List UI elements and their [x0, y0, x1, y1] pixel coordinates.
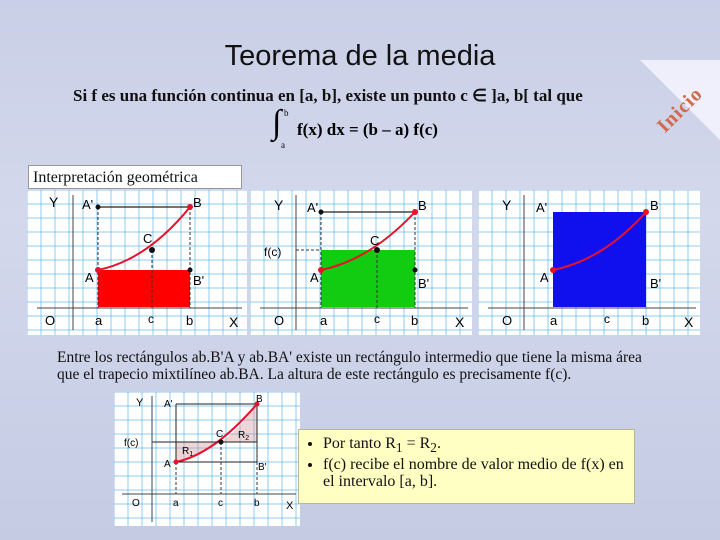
explanation-paragraph: Entre los rectángulos ab.B'A y ab.BA' existe un rectángulo intermedio que tiene la misma área que el trapecio mixtilíneo ab.BA. La altura de este rectángulo es precisamente f(c).: [57, 349, 642, 383]
label-B: B: [193, 195, 202, 210]
label-C: C: [370, 233, 380, 248]
label-X: X: [455, 314, 465, 330]
grid: [114, 392, 300, 526]
label-R1: $R_1$: [182, 446, 194, 458]
slide-title: Teorema de la media: [224, 40, 496, 72]
label-b: b: [411, 313, 419, 328]
label-A: A: [540, 270, 549, 285]
bullet-conclusion-2: • f(c) recibe el nombre de valor medio de f(x) en el intervalo [a, b].: [323, 456, 634, 490]
graph-1-svg: [27, 190, 247, 335]
label-b: b: [254, 498, 260, 509]
formula-text: f(x) dx = (b – a) f(c): [297, 120, 438, 139]
label-Y: Y: [136, 397, 144, 409]
label-Y: Y: [49, 194, 59, 210]
label-B-prime: B': [193, 273, 205, 288]
graph-areas-R1-R2: [114, 392, 300, 526]
point-A: [318, 267, 324, 273]
graph-upper-rectangle: [478, 190, 700, 335]
label-A-prime: A': [536, 200, 548, 215]
rect-lower: [98, 270, 190, 307]
label-X: X: [229, 314, 239, 330]
integral-upper-limit: b: [284, 108, 289, 118]
label-b: b: [642, 313, 650, 328]
label-O: O: [45, 313, 56, 328]
grid: [27, 190, 247, 335]
label-A-prime: A': [82, 197, 94, 212]
label-c: c: [218, 498, 223, 509]
point-B-prime: [413, 268, 418, 273]
label-fc: f(c): [124, 438, 139, 449]
label-a: a: [550, 313, 558, 328]
graph-2-svg: [250, 190, 472, 335]
label-A: A: [310, 270, 319, 285]
label-b: b: [186, 313, 194, 328]
point-A: [95, 267, 101, 273]
label-c: c: [148, 312, 154, 326]
label-Y: Y: [274, 197, 284, 213]
section-label: Interpretación geométrica: [28, 165, 242, 189]
label-B-prime: B': [650, 276, 662, 291]
label-B: B: [418, 198, 427, 213]
point-B: [643, 209, 649, 215]
label-O: O: [502, 313, 513, 328]
label-Y: Y: [502, 197, 512, 213]
graph-mean-rectangle: [250, 190, 472, 335]
label-X: X: [684, 314, 694, 330]
label-A: A: [164, 459, 171, 470]
label-fc: f(c): [264, 245, 282, 259]
label-B-prime: B': [418, 276, 430, 291]
inicio-link[interactable]: Inicio: [652, 82, 708, 138]
label-R2: $R_2$: [238, 430, 250, 442]
graph-4-svg: [114, 392, 300, 526]
graph-lower-rectangle: [27, 190, 247, 335]
label-a: a: [320, 313, 328, 328]
label-c: c: [374, 312, 380, 326]
label-a: a: [95, 313, 103, 328]
label-a: a: [173, 498, 179, 509]
point-A: [174, 460, 179, 465]
label-C: C: [143, 231, 153, 246]
label-O: O: [274, 313, 285, 328]
label-B: B: [256, 394, 263, 405]
theorem-statement: Si f es una función continua en [a, b], existe un punto c ∈ ]a, b[ tal que: [73, 86, 583, 105]
bullet-conclusion-1: • Por tanto $R_1 = R_2$.: [323, 435, 634, 456]
label-A-prime: A': [307, 200, 319, 215]
label-A-prime: A': [164, 399, 173, 410]
point-A-prime: [319, 210, 324, 215]
label-B: B: [650, 198, 659, 213]
label-O: O: [132, 498, 140, 509]
rect-mean: [321, 250, 415, 307]
integral-sign: ∫: [272, 104, 282, 141]
label-c: c: [604, 312, 610, 326]
label-B-prime: B': [258, 462, 267, 473]
label-A: A: [85, 270, 94, 285]
label-C: C: [216, 429, 224, 440]
point-B-prime: [188, 268, 193, 273]
point-C: [149, 247, 155, 253]
point-C: [219, 440, 224, 445]
conclusion-box: [298, 429, 635, 504]
label-X: X: [286, 500, 294, 512]
graph-3-svg: [478, 190, 700, 335]
integral-lower-limit: a: [281, 140, 285, 150]
point-A: [550, 267, 556, 273]
point-A-prime: [96, 205, 101, 210]
